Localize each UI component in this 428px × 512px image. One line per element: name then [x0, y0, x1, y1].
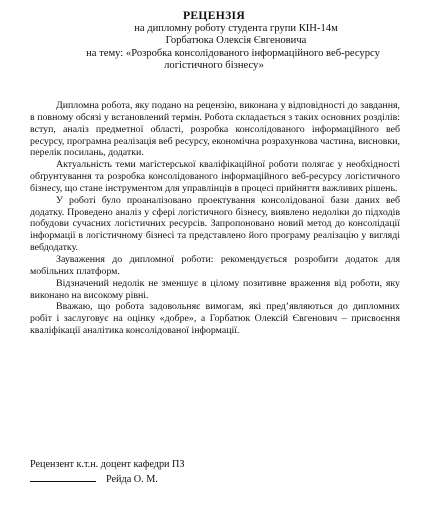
paragraph-conclusion: Вважаю, що робота задовольняє вимогам, які пред’являються до дипломних робіт і заслуговує на оцінку «добре», а Горбатюк Олексій Євгенович – присвоєння кваліфікації аналітика консолідованої інформації. — [30, 301, 400, 337]
reviewer-title: Рецензент к.т.н. доцент кафедри ПЗ — [30, 459, 185, 470]
paragraph-analysis: У роботі було проаналізовано проектування консолідованої бази даних веб додатку. Проведено аналіз у сфері логістичного бізнесу, виявлено недоліки до підходів побудови сучасних логістичних ресурсів. Запропоновано новий метод до консолідації інформації в логістичному бізнесі та представлено його програму реалізацію у вигляді вебдодатку. — [30, 194, 400, 254]
header-line-topic-end: логістичного бізнесу» — [164, 60, 264, 72]
document-title: РЕЦЕНЗІЯ — [183, 9, 245, 22]
header-line-topic: на тему: «Розробка консолідованого інформаційного веб-ресурсу — [86, 47, 380, 59]
signature-row — [30, 472, 390, 487]
header-line-student-name: Горбатюка Олексія Євгеновича — [165, 35, 307, 47]
reviewer-name: Рейда О. М. — [106, 473, 158, 485]
header-line-student-group: на дипломну роботу студента групи КІН-14м — [134, 22, 338, 34]
paragraph-relevance: Актуальність теми магістерської кваліфікаційної роботи полягає у необхідності обґрунтування та розробка консолідованого інформаційного веб-ресурсу логістичного бізнесу, що стане інструментом для управлінців в процесі прийняття важливих рішень. — [30, 159, 400, 194]
paragraph-remarks: Зауваження до дипломної роботи: рекомендується розробити додаток для мобільних платформ. — [30, 253, 400, 277]
review-body — [30, 100, 400, 337]
paragraph-assessment: Відзначений недолік не зменшує в цілому позитивне враження від роботи, яку виконано на високому рівні. — [30, 277, 400, 301]
document-header — [0, 10, 428, 73]
paragraph-overview: Дипломна робота, яку подано на рецензію, виконана у відповідності до завдання, в повному обсязі у встановлений термін. Робота складається з таких основних розділів: вступ, аналіз предметної області, розробка консолідованого інформаційного веб ресурсу, програмна реалізація веб ресурсу, економічна розрахункова частина, висновки, перелік посилань, додатки. — [30, 100, 400, 159]
signature-line — [30, 472, 96, 482]
signature-block — [30, 459, 390, 486]
